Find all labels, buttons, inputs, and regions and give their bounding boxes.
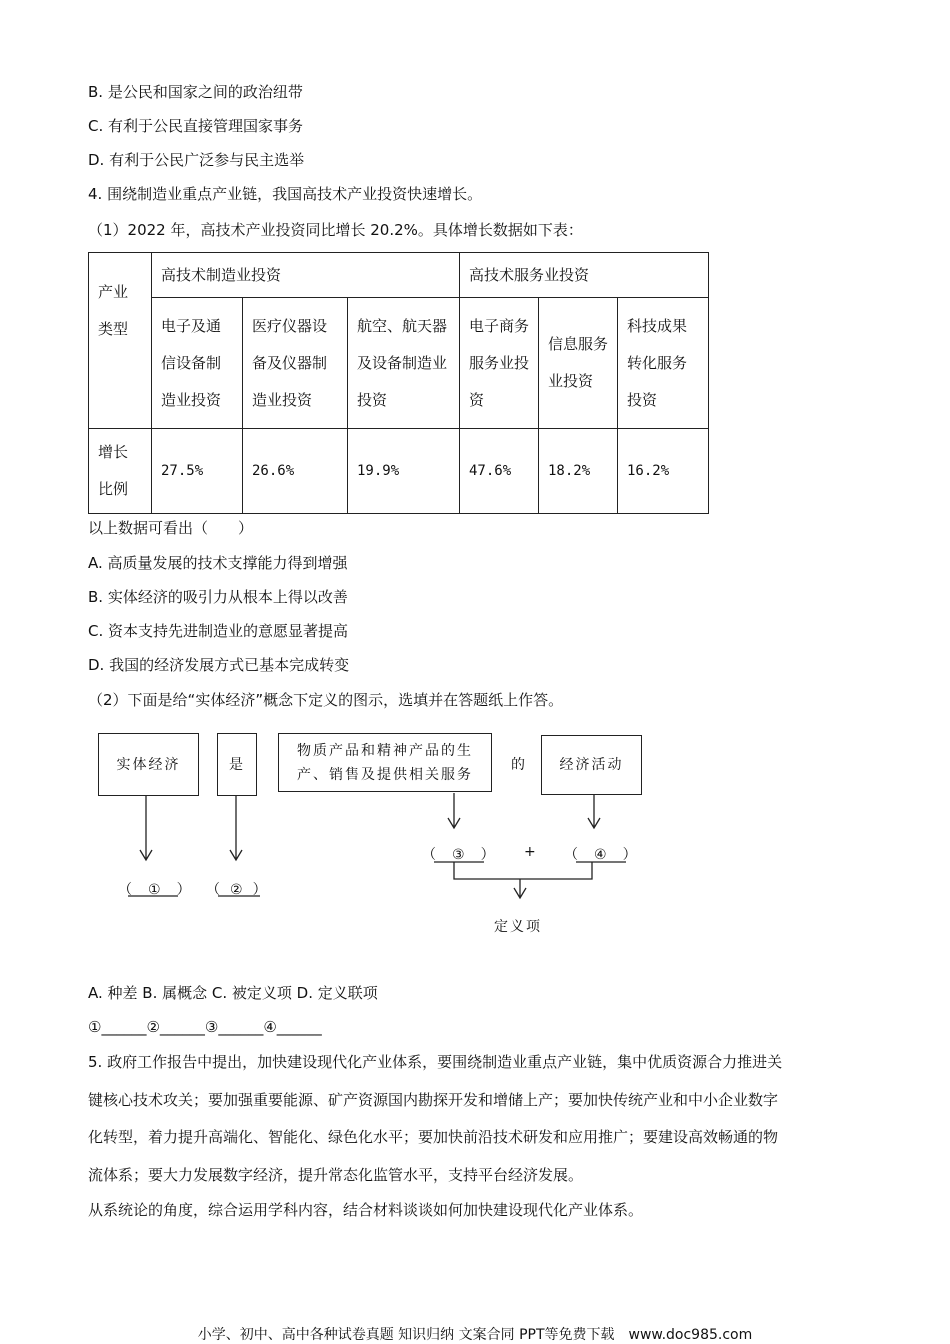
q4-part2: （2）下面是给“实体经济”概念下定义的图示，选填并在答题纸上作答。 bbox=[88, 691, 564, 709]
type-header: 产业 类型 bbox=[89, 253, 152, 429]
q4-option-b: B. 实体经济的吸引力从根本上得以改善 bbox=[88, 588, 348, 606]
q5-line: 化转型，着力提升高端化、智能化、绿色化水平；要加快前沿技术研发和应用推广；要建设高效畅通的物 bbox=[88, 1128, 779, 1146]
footer: 小学、初中、高中各种试卷真题 知识归纳 文案合同 PPT等免费下载 www.doc985.com bbox=[197, 1327, 753, 1343]
col-value: 16.2% bbox=[618, 429, 709, 514]
option-c: C. 有利于公民直接管理国家事务 bbox=[88, 117, 304, 135]
option-d: D. 有利于公民广泛参与民主选举 bbox=[88, 151, 305, 169]
col-value: 19.9% bbox=[348, 429, 460, 514]
box-genus: 经济活动 bbox=[541, 735, 642, 795]
col-value: 27.5% bbox=[152, 429, 243, 514]
growth-header: 增长 比例 bbox=[89, 429, 152, 514]
option-b: B. 是公民和国家之间的政治纽带 bbox=[88, 83, 303, 101]
de-text: 的 bbox=[511, 757, 527, 773]
q5-line: 5. 政府工作报告中提出，加快建设现代化产业体系，要围绕制造业重点产业链，集中优质资源合力推进关 bbox=[88, 1053, 783, 1071]
blank-4: ④ bbox=[594, 847, 609, 863]
q5-line: 键核心技术攻关；要加强重要能源、矿产资源国内勘探开发和增储上产；要加快传统产业和中小企业数字 bbox=[88, 1091, 779, 1109]
col-name: 电子及通信设备制造业投资 bbox=[152, 298, 243, 429]
q4-part1: （1）2022 年，高技术产业投资同比增长 20.2%。具体增长数据如下表： bbox=[88, 221, 583, 239]
blank-2: ② bbox=[230, 882, 245, 898]
q4-choices: A. 种差 B. 属概念 C. 被定义项 D. 定义联项 bbox=[88, 984, 378, 1002]
group-manufacturing: 高技术制造业投资 bbox=[152, 253, 460, 298]
col-value: 26.6% bbox=[243, 429, 348, 514]
box-defined-term: 实体经济 bbox=[98, 733, 199, 796]
q5-line: 流体系；要大力发展数字经济，提升常态化监管水平，支持平台经济发展。 bbox=[88, 1166, 584, 1184]
box-connector: 是 bbox=[217, 733, 257, 796]
col-name: 航空、航天器及设备制造业投资 bbox=[348, 298, 460, 429]
q4-prompt: 以上数据可看出（ ） bbox=[88, 519, 254, 537]
plus-sign: + bbox=[524, 844, 538, 860]
q4-stem: 4. 围绕制造业重点产业链，我国高技术产业投资快速增长。 bbox=[88, 185, 483, 203]
q4-answer-line: ①______②______③______④______ bbox=[88, 1018, 322, 1036]
box-differentia: 物质产品和精神产品的生产、销售及提供相关服务 bbox=[278, 733, 492, 792]
document-page: B. 是公民和国家之间的政治纽带 C. 有利于公民直接管理国家事务 D. 有利于公民广泛参与民主选举 4. 围绕制造业重点产业链，我国高技术产业投资快速增长。 （1）2022 年，高技术产业投资同比增长 20.2%。具体增长数据如下表： 产业 类型 高技术制造业投资 高技术服务业投资 电子及通信设备制造业投资 医疗仪器设备及仪器制造业投资 航空、航天器及设备制造业投资 电子商务服务业投资 信息服务业投资 科技成果转化服务投资 增长 比例 27.5% 26.6% 19.9% 47.6% 18.2% 16.2% 以上数据可看出（ ） A. 高质量发展的技术支撑能力得到增强 B. 实体经济的吸引力从根本上得以改善 C. 资本支持先进制造业的意愿显著提高 D. 我国的经济发展方式已基本完成转变 （2）下面是给“实体经济”概念下定义的图示，选填并在答题纸上作答。 实体经济 是 物质产品和精神产品的生产、销售及提供相关服务 的 经济活动 （ ① ） （ ② ） （ ③ ） + （ ④ ） 定义项 A. 种差 B. 属概念 C. 被定义项 D. 定义联项 ①______②______③______④______ 5. 政府工作报告中提出，加快建设现代化产业体系，要围绕制造业重点产业链，集中优质资源合力推进关 键核心技术攻关；要加强重要能源、矿产资源国内勘探开发和增储上产；要加快传统产业和中小企业数字 化转型，着力提升高端化、智能化、绿色化水平；要加快前沿技术研发和应用推广；要建设高效畅通的物 流体系；要大力发展数字经济，提升常态化监管水平，支持平台经济发展。 从系统论的角度，综合运用学科内容，结合材料谈谈如何加快建设现代化产业体系。 小学、初中、高中各种试卷真题 知识归纳 文案合同 PPT等免费下载 www.doc985.com bbox=[0, 0, 950, 1344]
col-name: 科技成果转化服务投资 bbox=[618, 298, 709, 429]
col-value: 47.6% bbox=[460, 429, 539, 514]
col-name: 电子商务服务业投资 bbox=[460, 298, 539, 429]
col-value: 18.2% bbox=[539, 429, 618, 514]
group-service: 高技术服务业投资 bbox=[460, 253, 709, 298]
col-name: 信息服务业投资 bbox=[539, 298, 618, 429]
col-name: 医疗仪器设备及仪器制造业投资 bbox=[243, 298, 348, 429]
q5-question: 从系统论的角度，综合运用学科内容，结合材料谈谈如何加快建设现代化产业体系。 bbox=[88, 1201, 644, 1219]
q4-option-c: C. 资本支持先进制造业的意愿显著提高 bbox=[88, 622, 349, 640]
definiens-label: 定义项 bbox=[494, 919, 542, 935]
q4-option-d: D. 我国的经济发展方式已基本完成转变 bbox=[88, 656, 350, 674]
blank-3: ③ bbox=[452, 847, 467, 863]
blank-1: ① bbox=[148, 882, 163, 898]
q4-option-a: A. 高质量发展的技术支撑能力得到增强 bbox=[88, 554, 348, 572]
